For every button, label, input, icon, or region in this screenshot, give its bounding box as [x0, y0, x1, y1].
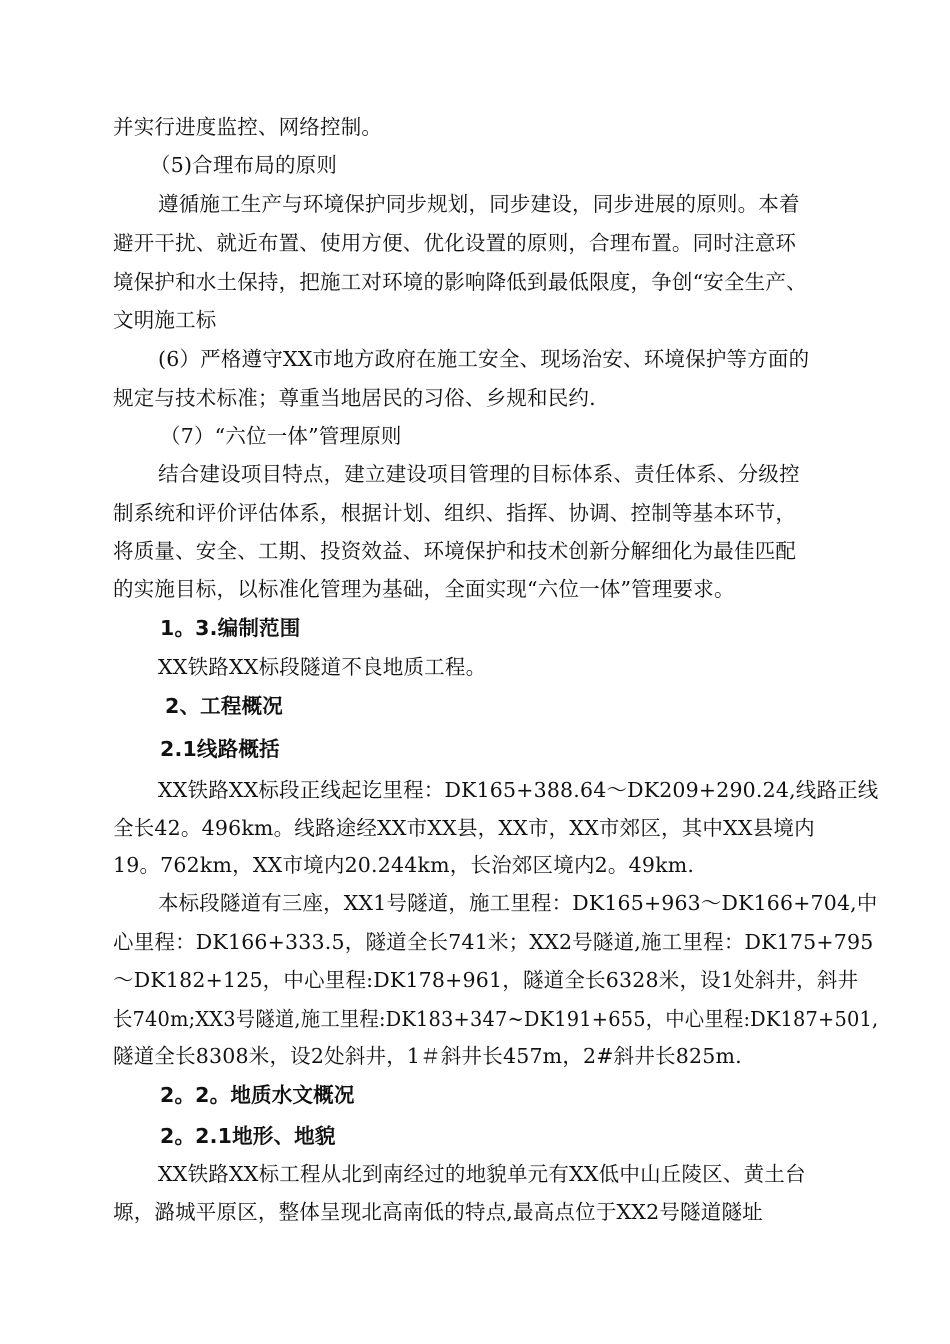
- text-line: XX铁路XX标段正线起讫里程：DK165+388.64～DK209+290.24,线路正线: [158, 778, 879, 802]
- section-heading: 2。2.1地形、地貌: [160, 1124, 336, 1148]
- text-line: （7）“六位一体”管理原则: [160, 424, 402, 448]
- text-line: 将质量、安全、工期、投资效益、环境保护和技术创新分解细化为最佳匹配: [113, 539, 797, 563]
- text-line: 并实行进度监控、网络控制。: [113, 115, 383, 139]
- text-line: 心里程：DK166+333.5，隧道全长741米；XX2号隧道,施工里程：DK175+795: [113, 930, 874, 954]
- text-line: 规定与技术标准；尊重当地居民的习俗、乡规和民约.: [113, 386, 596, 410]
- section-heading: 2。2。地质水文概况: [160, 1083, 355, 1107]
- text-line: XX铁路XX标段隧道不良地质工程。: [158, 655, 487, 679]
- text-line: 全长42。496km。线路途经XX市XX县，XX市，XX市郊区，其中XX县境内: [113, 816, 815, 840]
- text-line: 避开干扰、就近布置、使用方便、优化设置的原则，合理布置。同时注意环: [113, 231, 797, 255]
- text-line: ～DK182+125，中心里程:DK178+961，隧道全长6328米，设1处斜井，斜井: [113, 968, 859, 992]
- text-line: 制系统和评价评估体系，根据计划、组织、指挥、协调、控制等基本环节，: [113, 501, 797, 525]
- text-line: （5)合理布局的原则: [150, 153, 338, 177]
- section-heading: 1。3.编制范围: [160, 616, 301, 640]
- text-line: 本标段隧道有三座，XX1号隧道，施工里程：DK165+963～DK166+704,中: [158, 891, 878, 915]
- text-line: XX铁路XX标工程从北到南经过的地貌单元有XX低中山丘陵区、黄土台: [158, 1162, 806, 1186]
- text-line: 19。762km，XX市境内20.244km，长治郊区境内2。49km.: [113, 853, 695, 877]
- section-heading: 2、工程概况: [165, 694, 283, 718]
- text-line: 遵循施工生产与环境保护同步规划，同步建设，同步进展的原则。本着: [158, 192, 800, 216]
- text-line: 结合建设项目特点，建立建设项目管理的目标体系、责任体系、分级控: [158, 462, 800, 486]
- text-line: 隧道全长8308米，设2处斜井，1＃斜井长457m，2#斜井长825m.: [113, 1044, 742, 1068]
- text-line: 境保护和水土保持，把施工对环境的影响降低到最低限度，争创“安全生产、: [113, 270, 807, 294]
- section-heading: 2.1线路概括: [160, 737, 280, 761]
- text-line: 长740m;XX3号隧道,施工里程:DK183+347~DK191+655，中心里程:DK187+501,: [113, 1007, 879, 1031]
- text-line: 的实施目标，以标准化管理为基础，全面实现“六位一体”管理要求。: [113, 577, 735, 601]
- text-line: 塬，潞城平原区，整体呈现北高南低的特点,最高点位于XX2号隧道隧址: [113, 1200, 763, 1224]
- text-line: 文明施工标: [113, 308, 217, 332]
- text-line: (6）严格遵守XX市地方政府在施工安全、现场治安、环境保护等方面的: [158, 347, 810, 371]
